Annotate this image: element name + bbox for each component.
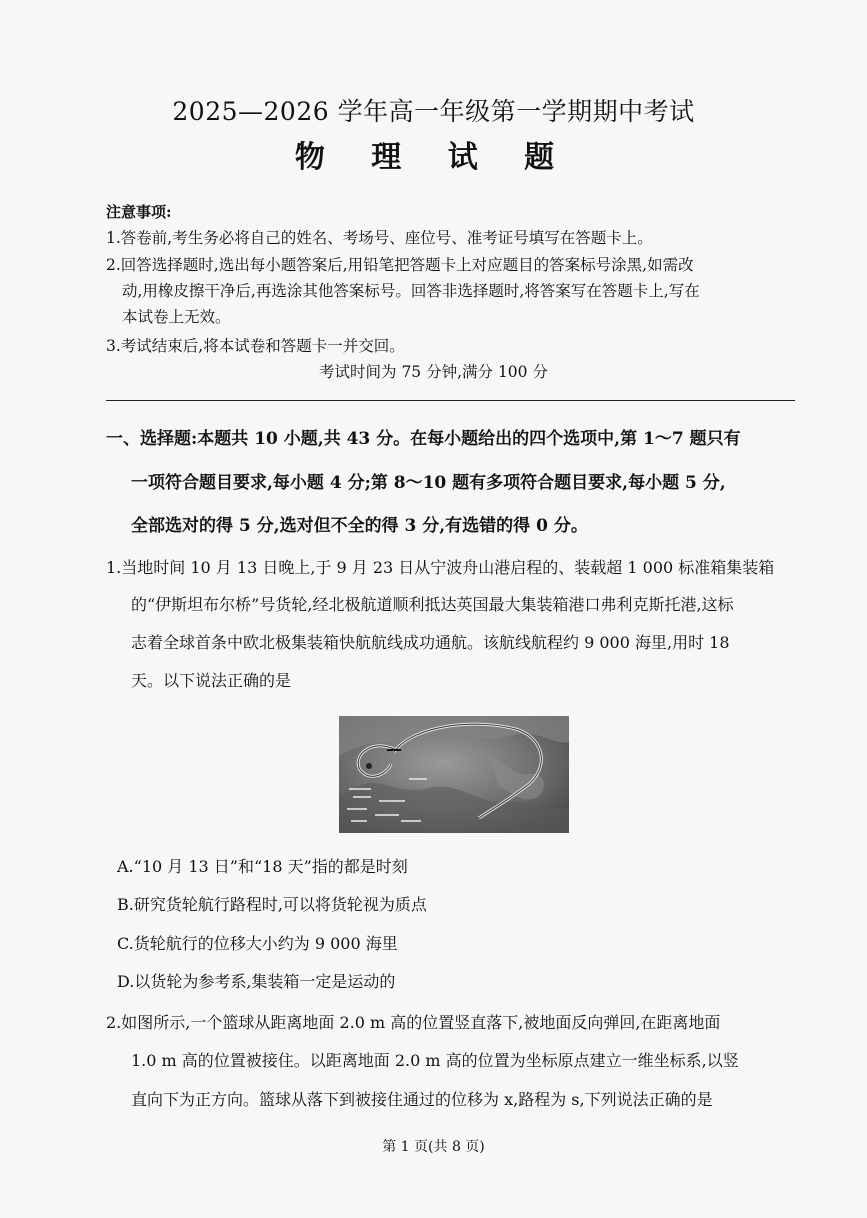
question-1-line-4: 天。以下说法正确的是 [131, 671, 292, 690]
question-2-line-1: 2.如图所示,一个篮球从距离地面 2.0 m 高的位置竖直落下,被地面反向弹回,在距离地面 [106, 1013, 721, 1032]
question-2-line-3: 直向下为正方向。篮球从落下到被接住通过的位移为 x,路程为 s,下列说法正确的是 [131, 1090, 713, 1109]
section-heading-line-1: 一、选择题:本题共 10 小题,共 43 分。在每小题给出的四个选项中,第 1～7 题只有 [106, 429, 741, 449]
exam-title: 2025—2026 学年高一年级第一学期期中考试 [172, 97, 695, 126]
notice-heading: 注意事项: [106, 203, 172, 221]
question-1-line-3: 志着全球首条中欧北极集装箱快航航线成功通航。该航线航程约 9 000 海里,用时 18 [131, 633, 730, 652]
page-footer: 第 1 页(共 8 页) [382, 1139, 485, 1155]
section-heading-line-3: 全部选对的得 5 分,选对但不全的得 3 分,有选错的得 0 分。 [131, 516, 588, 536]
subject-title: 物 理 试 题 [294, 140, 573, 175]
notice-item-3: 3.考试结束后,将本试卷和答题卡一并交回。 [106, 337, 405, 355]
question-1-option-a: A.“10 月 13 日”和“18 天”指的都是时刻 [117, 857, 408, 876]
question-1-option-d: D.以货轮为参考系,集装箱一定是运动的 [117, 972, 396, 991]
question-1-line-2: 的“伊斯坦布尔桥”号货轮,经北极航道顺利抵达英国最大集装箱港口弗利克斯托港,这标 [131, 595, 734, 614]
notice-item-2-line-2: 动,用橡皮擦干净后,再选涂其他答案标号。回答非选择题时,将答案写在答题卡上,写在 [122, 282, 700, 300]
question-1-option-b: B.研究货轮航行路程时,可以将货轮视为质点 [117, 895, 427, 914]
question-1-option-c: C.货轮航行的位移大小约为 9 000 海里 [117, 934, 398, 953]
notice-item-2-line-1: 2.回答选择题时,选出每小题答案后,用铅笔把答题卡上对应题目的答案标号涂黑,如需改 [106, 256, 694, 274]
notice-item-1: 1.答卷前,考生务必将自己的姓名、考场号、座位号、准考证号填写在答题卡上。 [106, 229, 653, 247]
question-1-line-1: 1.当地时间 10 月 13 日晚上,于 9 月 23 日从宁波舟山港启程的、装载超 1 000 标准箱集装箱 [106, 558, 775, 577]
exam-time-info: 考试时间为 75 分钟,满分 100 分 [319, 363, 548, 381]
notice-item-2 [106, 252, 796, 330]
question-2-line-2: 1.0 m 高的位置被接住。以距离地面 2.0 m 高的位置为坐标原点建立一维坐标系,以竖 [131, 1051, 739, 1070]
arctic-route-map-image [339, 716, 569, 833]
divider [106, 400, 795, 401]
notice-item-2-line-3: 本试卷上无效。 [122, 308, 231, 326]
section-heading-line-2: 一项符合题目要求,每小题 4 分;第 8～10 题有多项符合题目要求,每小题 5 分, [131, 473, 726, 493]
